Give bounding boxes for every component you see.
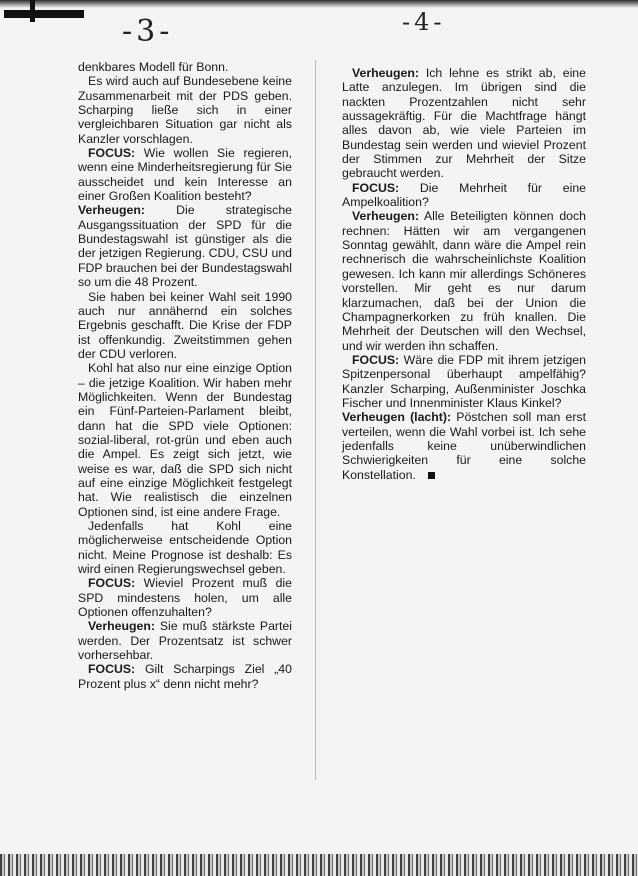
scan-bottom-edge (0, 854, 638, 876)
paragraph-text: Jedenfalls hat Kohl eine möglicherweise entscheidende Option nicht. Meine Prognose ist deshalb: Es wird einen Regierungswechsel geben. (78, 519, 292, 577)
scan-top-edge (0, 0, 638, 8)
paragraph (342, 410, 586, 482)
scan-corner-mark (4, 10, 84, 18)
left-text-column (78, 60, 292, 691)
column-divider (315, 60, 316, 780)
paragraph-text: Es wird auch auf Bundesebene keine Zusammenarbeit mit der PDS geben. Scharping ließe sich in einer vergleichbaren Situation gar nicht als Kanzler vorschlagen. (78, 74, 292, 146)
paragraph (78, 519, 292, 576)
paragraph (78, 619, 292, 662)
paragraph-text: Wäre die FDP mit ihrem jetzigen Spitzenpersonal überhaupt ampelfähig? Kanzler Scharping, Außenminister Joschka Fischer und Innenminister Klaus Kinkel? (342, 352, 586, 410)
page-number-left: -3- (122, 14, 174, 49)
paragraph-text: Wie wollen Sie regieren, wenn eine Minderheitsregierung für Sie ausscheidet und kein Interesse an einer Großen Koalition besteht? (78, 146, 292, 204)
paragraph (78, 146, 292, 203)
paragraph (78, 203, 292, 289)
paragraph-text: Sie muß stärkste Partei werden. Der Prozentsatz ist schwer vorhersehbar. (78, 619, 292, 663)
end-of-article-mark (428, 472, 435, 479)
speaker-label: Verheugen (lacht): (342, 410, 452, 425)
paragraph-text: Die Mehrheit für eine Ampelkoalition? (342, 180, 586, 210)
paragraph-text: Gilt Scharpings Ziel „40 Prozent plus x“ denn nicht mehr? (78, 662, 292, 691)
paragraph (342, 66, 586, 181)
paragraph (78, 74, 292, 146)
paragraph (342, 181, 586, 210)
paragraph-text: Pöstchen soll man erst verteilen, wenn die Wahl vorbei ist. Ich sehe jedenfalls keine unüberwindlichen Schwierigkeiten für eine solche Konstellation. (342, 410, 586, 482)
speaker-label: FOCUS: (88, 662, 136, 677)
speaker-label: FOCUS: (352, 352, 400, 367)
paragraph-text: Ich lehne es strikt ab, eine Latte anzulegen. Im übrigen sind die nackten Prozentzahlen nicht sehr aussagekräftig. Für die Machtfrage hängt alles davon ab, wie viele Parteien im Bundestag sein werden und wieviel Prozent der Stimmen zur Mehrheit der Sitze gebraucht werden. (342, 66, 586, 181)
paragraph (78, 576, 292, 619)
speaker-label: Verheugen: (352, 66, 419, 80)
speaker-label: FOCUS: (88, 576, 136, 591)
paragraph-text: Wieviel Prozent muß die SPD mindestens holen, um alle Optionen offenzuhalten? (78, 576, 292, 620)
paragraph (78, 290, 292, 362)
paragraph (78, 60, 292, 74)
paragraph-text: Die strategische Ausgangssituation der SPD für die Bundestagswahl ist günstiger als die der jetzigen Regierung. CDU, CSU und FDP brauchen bei der Bundestagswahl so um die 48 Prozent. (78, 203, 292, 290)
scan-corner-tick (30, 0, 35, 22)
speaker-label: Verheugen: (78, 203, 145, 218)
paragraph (342, 353, 586, 410)
paragraph (342, 209, 586, 352)
speaker-label: Verheugen: (88, 619, 155, 634)
speaker-label: FOCUS: (352, 180, 400, 195)
page-number-right: -4- (402, 8, 446, 36)
right-text-column (342, 66, 586, 482)
paragraph-text: denkbares Modell für Bonn. (78, 60, 229, 74)
speaker-label: FOCUS: (88, 146, 136, 161)
paragraph-text: Sie haben bei keiner Wahl seit 1990 auch nur annähernd ein solches Ergebnis geschafft. Die Krise der FDP ist offenkundig. Zweitstimmen gehen der CDU verloren. (78, 289, 292, 361)
paragraph-text: Alle Beteiligten können doch rechnen: Hätten wir am vergangenen Sonntag gewählt, dann wäre die Ampel rein rechnerisch die wahrscheinlichste Koalition gewesen. Ich kann mir allerdings Schöneres vorstellen. Mir geht es nur darum klarzumachen, daß bei der Union die Champagnerkorken zu früh knallen. Die Mehrheit der Deutschen will den Wechsel, und wir werden ihn schaffen. (342, 209, 586, 353)
speaker-label: Verheugen: (352, 209, 419, 224)
paragraph (78, 662, 292, 691)
paragraph (78, 361, 292, 519)
paragraph-text: Kohl hat also nur eine einzige Option – die jetzige Koalition. Wir haben mehr Möglichkeiten. Wenn der Bundestag ein Fünf-Parteien-Parlament bleibt, dann hat die SPD viele Optionen: sozial-liberal, rot-grün und eben auch die Ampel. Es zeigt sich jetzt, wie weise es war, daß die SPD sich nicht auf eine einzige Möglichkeit festgelegt hat. Wie realistisch die einzelnen Optionen sind, ist eine andere Frage. (78, 361, 292, 519)
